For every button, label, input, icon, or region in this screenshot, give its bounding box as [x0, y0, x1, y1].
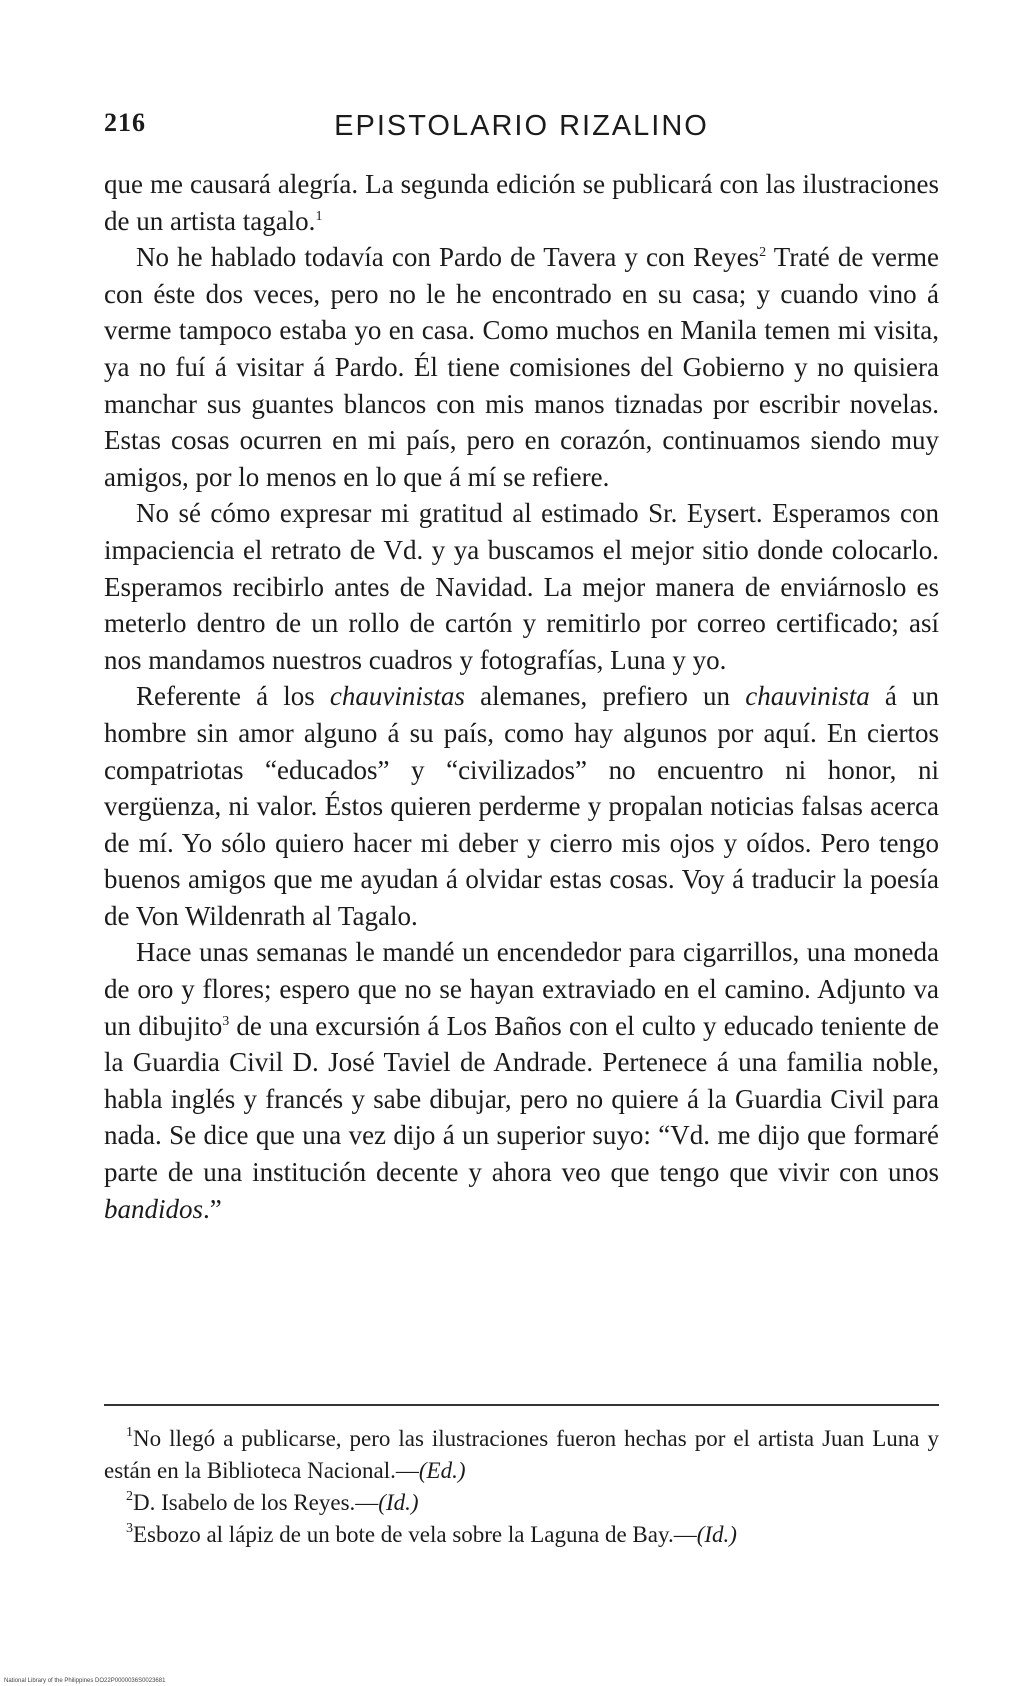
footnotes — [104, 1423, 939, 1551]
footnote-2: $^2$D. Isabelo de los Reyes.—(Id.) — [126, 1489, 419, 1515]
footnote-ref-1: 1 — [315, 208, 323, 224]
footnote-divider — [104, 1404, 939, 1406]
paragraph-4: Referente á los chauvinistas alemanes, prefiero un chauvinista á un hombre sin amor alguno á su país, como hay algunos por aquí. En ciertos compatriotas “educados” y “civilizados” no encuentro ni honor, ni vergüenza, ni valor. Éstos quieren perderme y propalan noticias falsas acerca de mí. Yo sólo quiero hacer mi deber y cierro mis ojos y oídos. Pero tengo buenos amigos que me ayudan á olvidar estas cosas. Voy á traducir la poesía de Von Wildenrath al Tagalo. — [104, 681, 940, 931]
footnote-3: $^3$Esbozo al lápiz de un bote de vela sobre la Laguna de Bay.—(Id.) — [126, 1521, 737, 1547]
paragraph-5: Hace unas semanas le mandé un encendedor para cigarrillos, una moneda de oro y flores; espero que no se hayan extraviado en el camino. Adjunto va un dibujito$^3$ de una excursión á Los Baños con el culto y educado teniente de la Guardia Civil D. José Taviel de Andrade. Pertenece á una familia noble, habla inglés y francés y sabe dibujar, pero no quiere á la Guardia Civil para nada. Se dice que una vez dijo á un superior suyo: “Vd. me dijo que formaré parte de una institución decente y ahora veo que tengo que vivir con unos bandidos.” — [104, 937, 939, 1224]
body-text — [104, 166, 939, 1227]
running-title: EPISTOLARIO RIZALINO — [334, 110, 709, 142]
library-watermark: National Library of the Philippines DO22P0000036S0023681 — [4, 1678, 166, 1684]
footnote-ref-3: 3 — [222, 1013, 230, 1029]
paragraph-1: que me causará alegría. La segunda edición se publicará con las ilustraciones de un artista tagalo.$^1$ — [104, 169, 939, 236]
footnote-ref-2: 2 — [759, 245, 767, 261]
page-header — [104, 108, 939, 148]
paragraph-2: No he hablado todavía con Pardo de Tavera y con Reyes$^2$ Traté de verme con éste dos veces, pero no le he encontrado en su casa; y cuando vino á verme tampoco estaba yo en casa. Como muchos en Manila temen mi visita, ya no fuí á visitar á Pardo. Él tiene comisiones del Gobierno y no quisiera manchar sus guantes blancos con mis manos tiznadas por escribir novelas. Estas cosas ocurren en mi país, pero en corazón, continuamos siendo muy amigos, por lo menos en lo que á mí se refiere. — [104, 242, 939, 492]
footnote-1: $^1$No llegó a publicarse, pero las ilustraciones fueron hechas por el artista Juan Luna y están en la Biblioteca Nacional.—(Ed.) — [104, 1425, 939, 1483]
paragraph-3: No sé cómo expresar mi gratitud al estimado Sr. Eysert. Esperamos con impaciencia el retrato de Vd. y ya buscamos el mejor sitio donde colocarlo. Esperamos recibirlo antes de Navidad. La mejor manera de enviárnoslo es meterlo dentro de un rollo de cartón y remitirlo por correo certificado; así nos mandamos nuestros cuadros y fotografías, Luna y yo. — [104, 498, 939, 675]
page-number: 216 — [104, 108, 146, 137]
